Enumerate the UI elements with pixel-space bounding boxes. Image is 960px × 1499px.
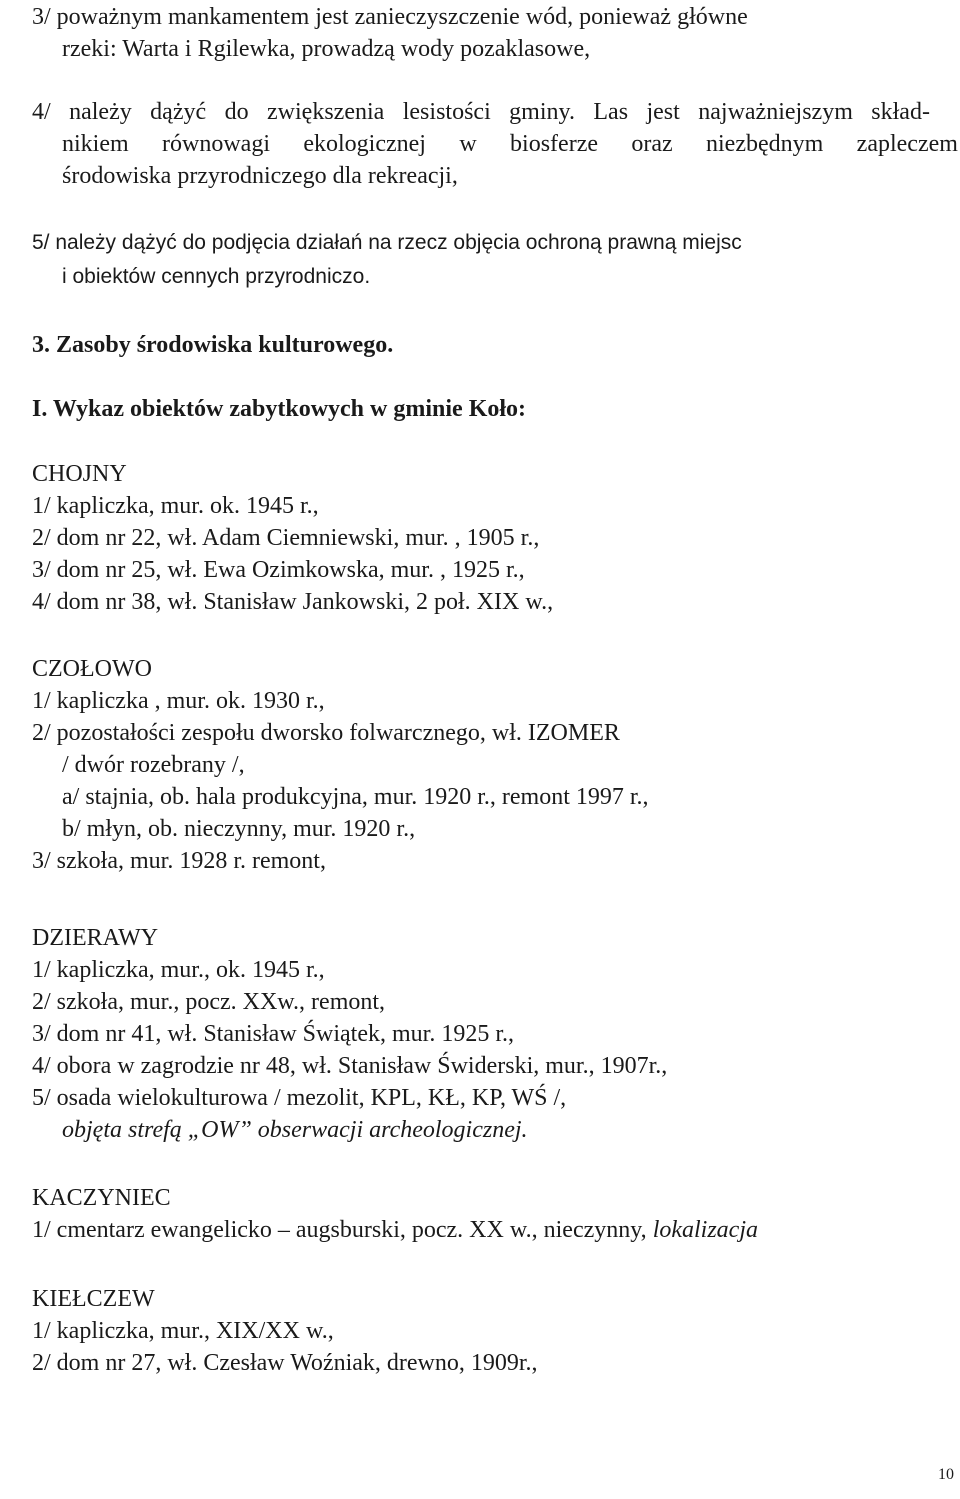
word: lesistości — [402, 99, 491, 125]
word: zapleczem — [856, 131, 958, 157]
item-4-line-1 — [32, 97, 930, 127]
list-title: I. Wykaz obiektów zabytkowych w gminie Koło: — [32, 396, 527, 422]
list-item: 3/ dom nr 41, wł. Stanisław Świątek, mur. 1925 r., — [32, 1021, 514, 1047]
word: jest — [646, 99, 680, 125]
word: skład- — [871, 99, 930, 125]
village-name: KACZYNIEC — [32, 1185, 171, 1211]
item-5-line-2: i obiektów cennych przyrodniczo. — [62, 265, 371, 288]
list-item: a/ stajnia, ob. hala produkcyjna, mur. 1920 r., remont 1997 r., — [62, 784, 649, 810]
list-item: 2/ pozostałości zespołu dworsko folwarcznego, wł. IZOMER — [32, 720, 620, 746]
list-item: 5/ osada wielokulturowa / mezolit, KPL, KŁ, KP, WŚ /, — [32, 1085, 567, 1111]
list-item: 3/ szkoła, mur. 1928 r. remont, — [32, 848, 326, 874]
word: 4/ — [32, 99, 51, 125]
village-name: DZIERAWY — [32, 925, 159, 951]
word: dążyć — [150, 99, 207, 125]
list-item-note: objęta strefą „OW” obserwacji archeologicznej. — [62, 1117, 528, 1143]
list-item: 1/ kapliczka , mur. ok. 1930 r., — [32, 688, 325, 714]
word: oraz — [631, 131, 673, 157]
list-item: 1/ cmentarz ewangelicko – augsburski, pocz. XX w., nieczynny, lokalizacja — [32, 1217, 759, 1243]
village-name: KIEŁCZEW — [32, 1286, 155, 1312]
page-number: 10 — [938, 1466, 954, 1483]
word: Las — [593, 99, 629, 125]
item-5-line-1: 5/ należy dążyć do podjęcia działań na rzecz objęcia ochroną prawną miejsc — [32, 231, 742, 254]
item-3-line-1: 3/ poważnym mankamentem jest zanieczyszczenie wód, ponieważ główne — [32, 4, 748, 30]
list-item: 4/ dom nr 38, wł. Stanisław Jankowski, 2 poł. XIX w., — [32, 589, 554, 615]
list-item: / dwór rozebrany /, — [62, 752, 245, 778]
section-title: 3. Zasoby środowiska kulturowego. — [32, 332, 394, 358]
word: zwiększenia — [267, 99, 385, 125]
item-3-line-2: rzeki: Warta i Rgilewka, prowadzą wody pozaklasowe, — [62, 36, 591, 62]
village-name: CHOJNY — [32, 461, 127, 487]
list-item: 2/ szkoła, mur., pocz. XXw., remont, — [32, 989, 386, 1015]
item-4-line-2 — [62, 129, 958, 159]
list-item: 2/ dom nr 27, wł. Czesław Woźniak, drewno, 1909r., — [32, 1350, 538, 1376]
word: niezbędnym — [706, 131, 824, 157]
word: nikiem — [62, 131, 129, 157]
word: ekologicznej — [303, 131, 426, 157]
list-item: 1/ kapliczka, mur., ok. 1945 r., — [32, 957, 325, 983]
word: równowagi — [162, 131, 270, 157]
word: biosferze — [510, 131, 598, 157]
word: najważniejszym — [698, 99, 853, 125]
list-item: 1/ kapliczka, mur. ok. 1945 r., — [32, 493, 319, 519]
list-item: 2/ dom nr 22, wł. Adam Ciemniewski, mur. , 1905 r., — [32, 525, 540, 551]
item-4-line-3: środowiska przyrodniczego dla rekreacji, — [62, 163, 458, 189]
word: w — [459, 131, 477, 157]
list-item: 1/ kapliczka, mur., XIX/XX w., — [32, 1318, 334, 1344]
word: do — [224, 99, 249, 125]
word: należy — [69, 99, 132, 125]
list-item: b/ młyn, ob. nieczynny, mur. 1920 r., — [62, 816, 416, 842]
list-item: 4/ obora w zagrodzie nr 48, wł. Stanisław Świderski, mur., 1907r., — [32, 1053, 668, 1079]
word: gminy. — [509, 99, 575, 125]
list-item: 3/ dom nr 25, wł. Ewa Ozimkowska, mur. , 1925 r., — [32, 557, 525, 583]
village-name: CZOŁOWO — [32, 656, 152, 682]
